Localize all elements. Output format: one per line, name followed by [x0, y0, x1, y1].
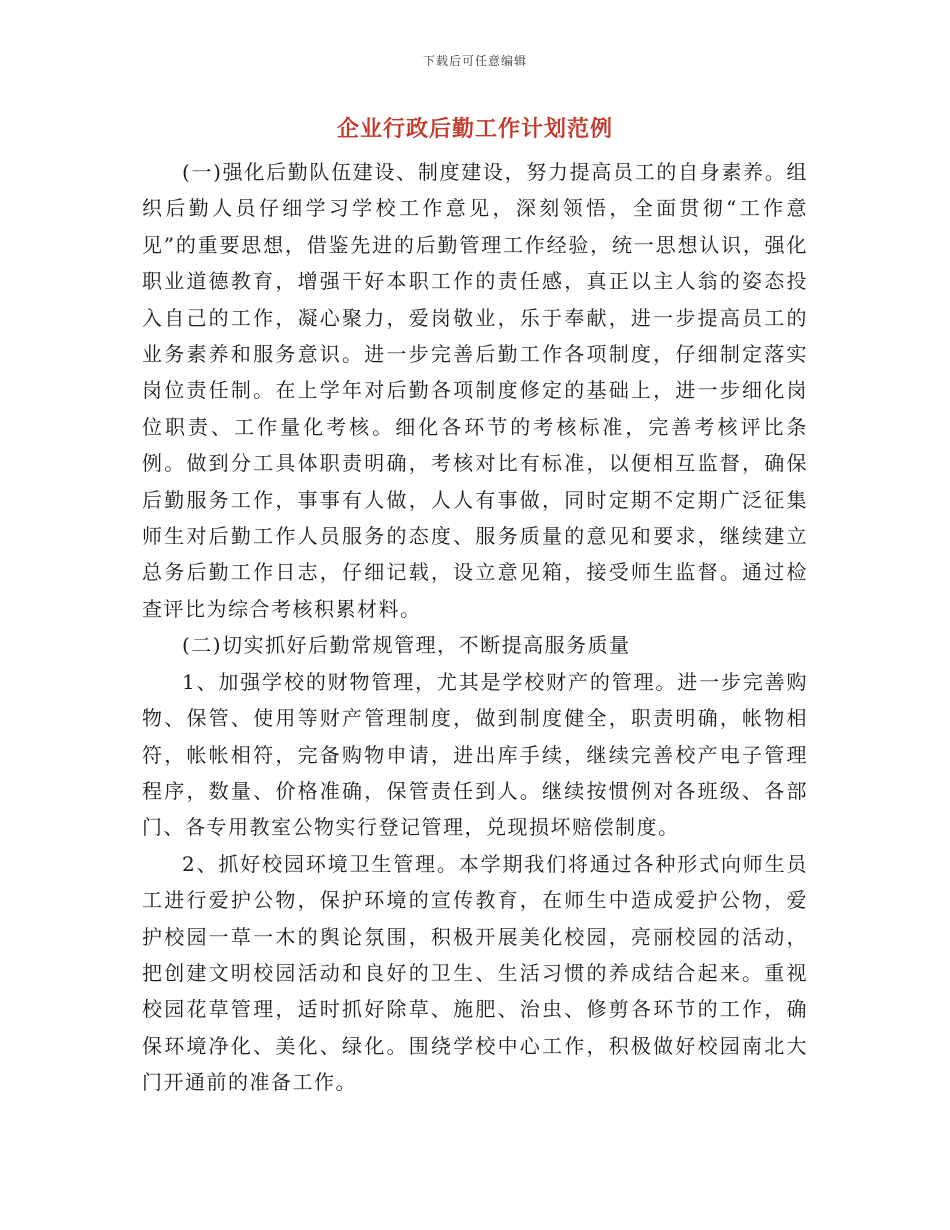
paragraph-section-1: (一)强化后勤队伍建设、制度建设，努力提高员工的自身素养。组织后勤人员仔细学习学校工作意见，深刻领悟，全面贯彻“工作意见”的重要思想，借鉴先进的后勤管理工作经验，统一思想认识，强化职业道德教育，增强干好本职工作的责任感，真正以主人翁的姿态投入自己的工作，凝心聚力，爱岗敬业，乐于奉献，进一步提高员工的业务素养和服务意识。进一步完善后勤工作各项制度，仔细制定落实岗位责任制。在上学年对后勤各项制度修定的基础上，进一步细化岗位职责、工作量化考核。细化各环节的考核标准，完善考核评比条例。做到分工具体职责明确，考核对比有标准，以便相互监督，确保后勤服务工作，事事有人做，人人有事做，同时定期不定期广泛征集师生对后勤工作人员服务的态度、服务质量的意见和要求，继续建立总务后勤工作日志，仔细记载，设立意见箱，接受师生监督。通过检查评比为综合考核积累材料。 [142, 160, 808, 621]
page-header-note: 下载后可任意编辑 [422, 54, 527, 68]
paragraph-item-2: 2、抓好校园环境卫生管理。本学期我们将通过各种形式向师生员工进行爱护公物，保护环境的宣传教育，在师生中造成爱护公物，爱护校园一草一木的舆论氛围，积极开展美化校园，亮丽校园的活动，把创建文明校园活动和良好的卫生、生活习惯的养成结合起来。重视校园花草管理，适时抓好除草、施肥、治虫、修剪各环节的工作，确保环境净化、美化、绿化。围绕学校中心工作，积极做好校园南北大门开通前的准备工作。 [142, 851, 808, 1095]
document-body [142, 154, 808, 1101]
paragraph-section-2-heading: (二)切实抓好后勤常规管理，不断提高服务质量 [182, 633, 631, 658]
paragraph-item-1: 1、加强学校的财物管理，尤其是学校财产的管理。进一步完善购物、保管、使用等财产管理制度，做到制度健全，职责明确，帐物相符，帐帐相符，完备购物申请，进出库手续，继续完善校产电子管理程序，数量、价格准确，保管责任到人。继续按惯例对各班级、各部门、各专用教室公物实行登记管理，兑现损坏赔偿制度。 [142, 669, 808, 840]
document-title: 企业行政后勤工作计划范例 [336, 116, 613, 142]
